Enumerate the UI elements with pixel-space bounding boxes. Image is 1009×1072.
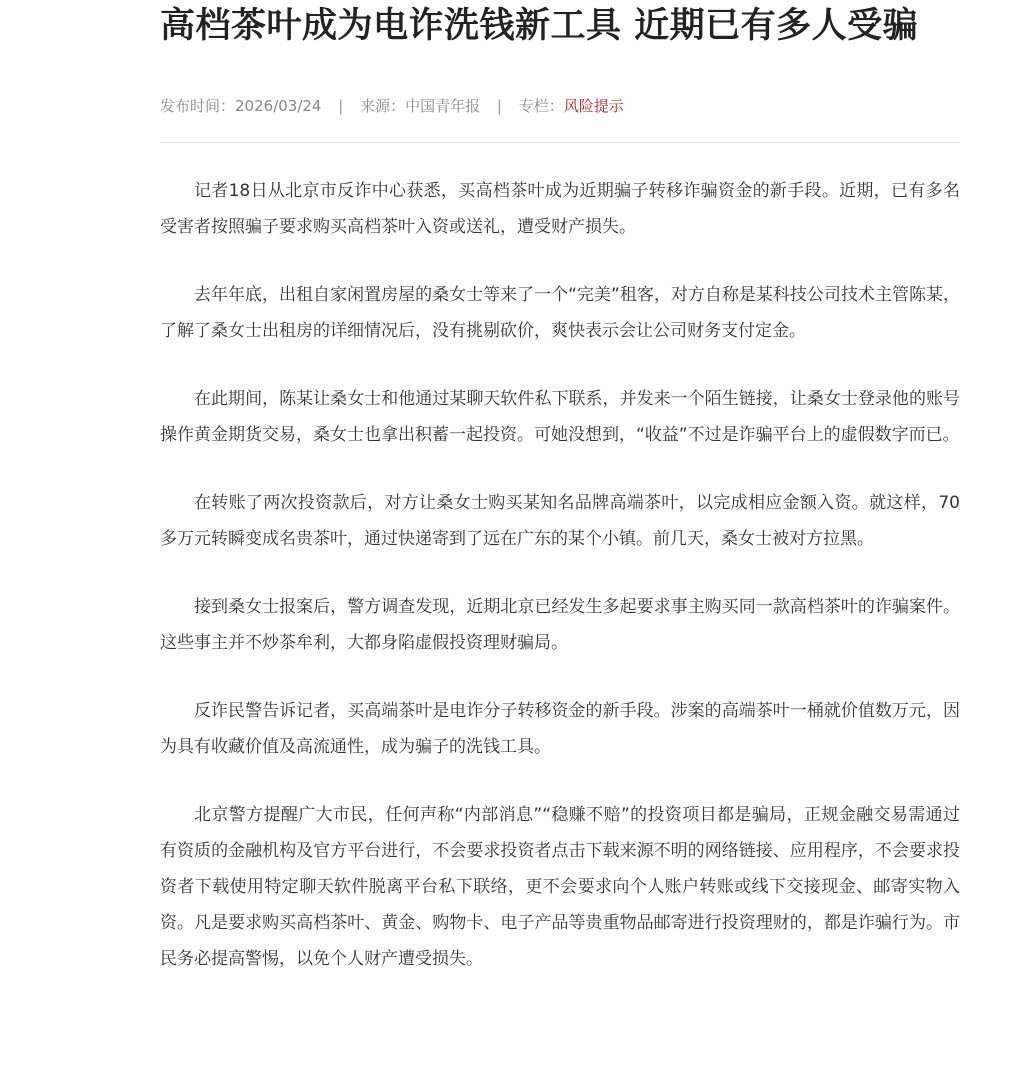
meta-separator: | bbox=[338, 97, 344, 115]
article-paragraph: 在此期间，陈某让桑女士和他通过某聊天软件私下联系，并发来一个陌生链接，让桑女士登录他的账号操作黄金期货交易，桑女士也拿出积蓄一起投资。可她没想到，“收益”不过是诈骗平台上的虚假数字而已。 bbox=[160, 389, 960, 445]
meta-separator: | bbox=[496, 97, 502, 115]
article-paragraph: 在转账了两次投资款后，对方让桑女士购买某知名品牌高端茶叶，以完成相应金额入资。就这样，70多万元转瞬变成名贵茶叶，通过快递寄到了远在广东的某个小镇。前几天，桑女士被对方拉黑。 bbox=[160, 493, 960, 549]
source-name: 中国青年报 bbox=[405, 97, 481, 115]
article-paragraph: 去年年底，出租自家闲置房屋的桑女士等来了一个“完美”租客，对方自称是某科技公司技术主管陈某，了解了桑女士出租房的详细情况后，没有挑剔砍价，爽快表示会让公司财务支付定金。 bbox=[160, 285, 960, 341]
article-meta bbox=[160, 96, 960, 116]
article-paragraph: 反诈民警告诉记者，买高端茶叶是电诈分子转移资金的新手段。涉案的高端茶叶一桶就价值数万元，因为具有收藏价值及高流通性，成为骗子的洗钱工具。 bbox=[160, 701, 960, 757]
article-paragraph: 北京警方提醒广大市民，任何声称“内部消息”“稳赚不赔”的投资项目都是骗局，正规金融交易需通过有资质的金融机构及官方平台进行，不会要求投资者点击下载来源不明的网络链接、应用程序，不会要求投资者下载使用特定聊天软件脱离平台私下联络，更不会要求向个人账户转账或线下交接现金、邮寄实物入资。凡是要求购买高档茶叶、黄金、购物卡、电子产品等贵重物品邮寄进行投资理财的，都是诈骗行为。市民务必提高警惕，以免个人财产遭受损失。 bbox=[160, 805, 960, 969]
meta-divider bbox=[160, 142, 960, 143]
publish-date: 2026/03/24 bbox=[235, 97, 322, 115]
article-body bbox=[160, 173, 960, 977]
column-label: 专栏： bbox=[518, 97, 564, 115]
article bbox=[160, 0, 960, 977]
source-label: 来源： bbox=[360, 97, 406, 115]
article-title: 高档茶叶成为电诈洗钱新工具 近期已有多人受骗 bbox=[160, 6, 919, 46]
publish-label: 发布时间： bbox=[160, 97, 236, 115]
article-paragraph: 记者18日从北京市反诈中心获悉，买高档茶叶成为近期骗子转移诈骗资金的新手段。近期，已有多名受害者按照骗子要求购买高档茶叶入资或送礼，遭受财产损失。 bbox=[160, 181, 960, 237]
article-paragraph: 接到桑女士报案后，警方调查发现，近期北京已经发生多起要求事主购买同一款高档茶叶的诈骗案件。这些事主并不炒茶牟利，大都身陷虚假投资理财骗局。 bbox=[160, 597, 960, 653]
column-link[interactable]: 风险提示 bbox=[563, 97, 624, 115]
